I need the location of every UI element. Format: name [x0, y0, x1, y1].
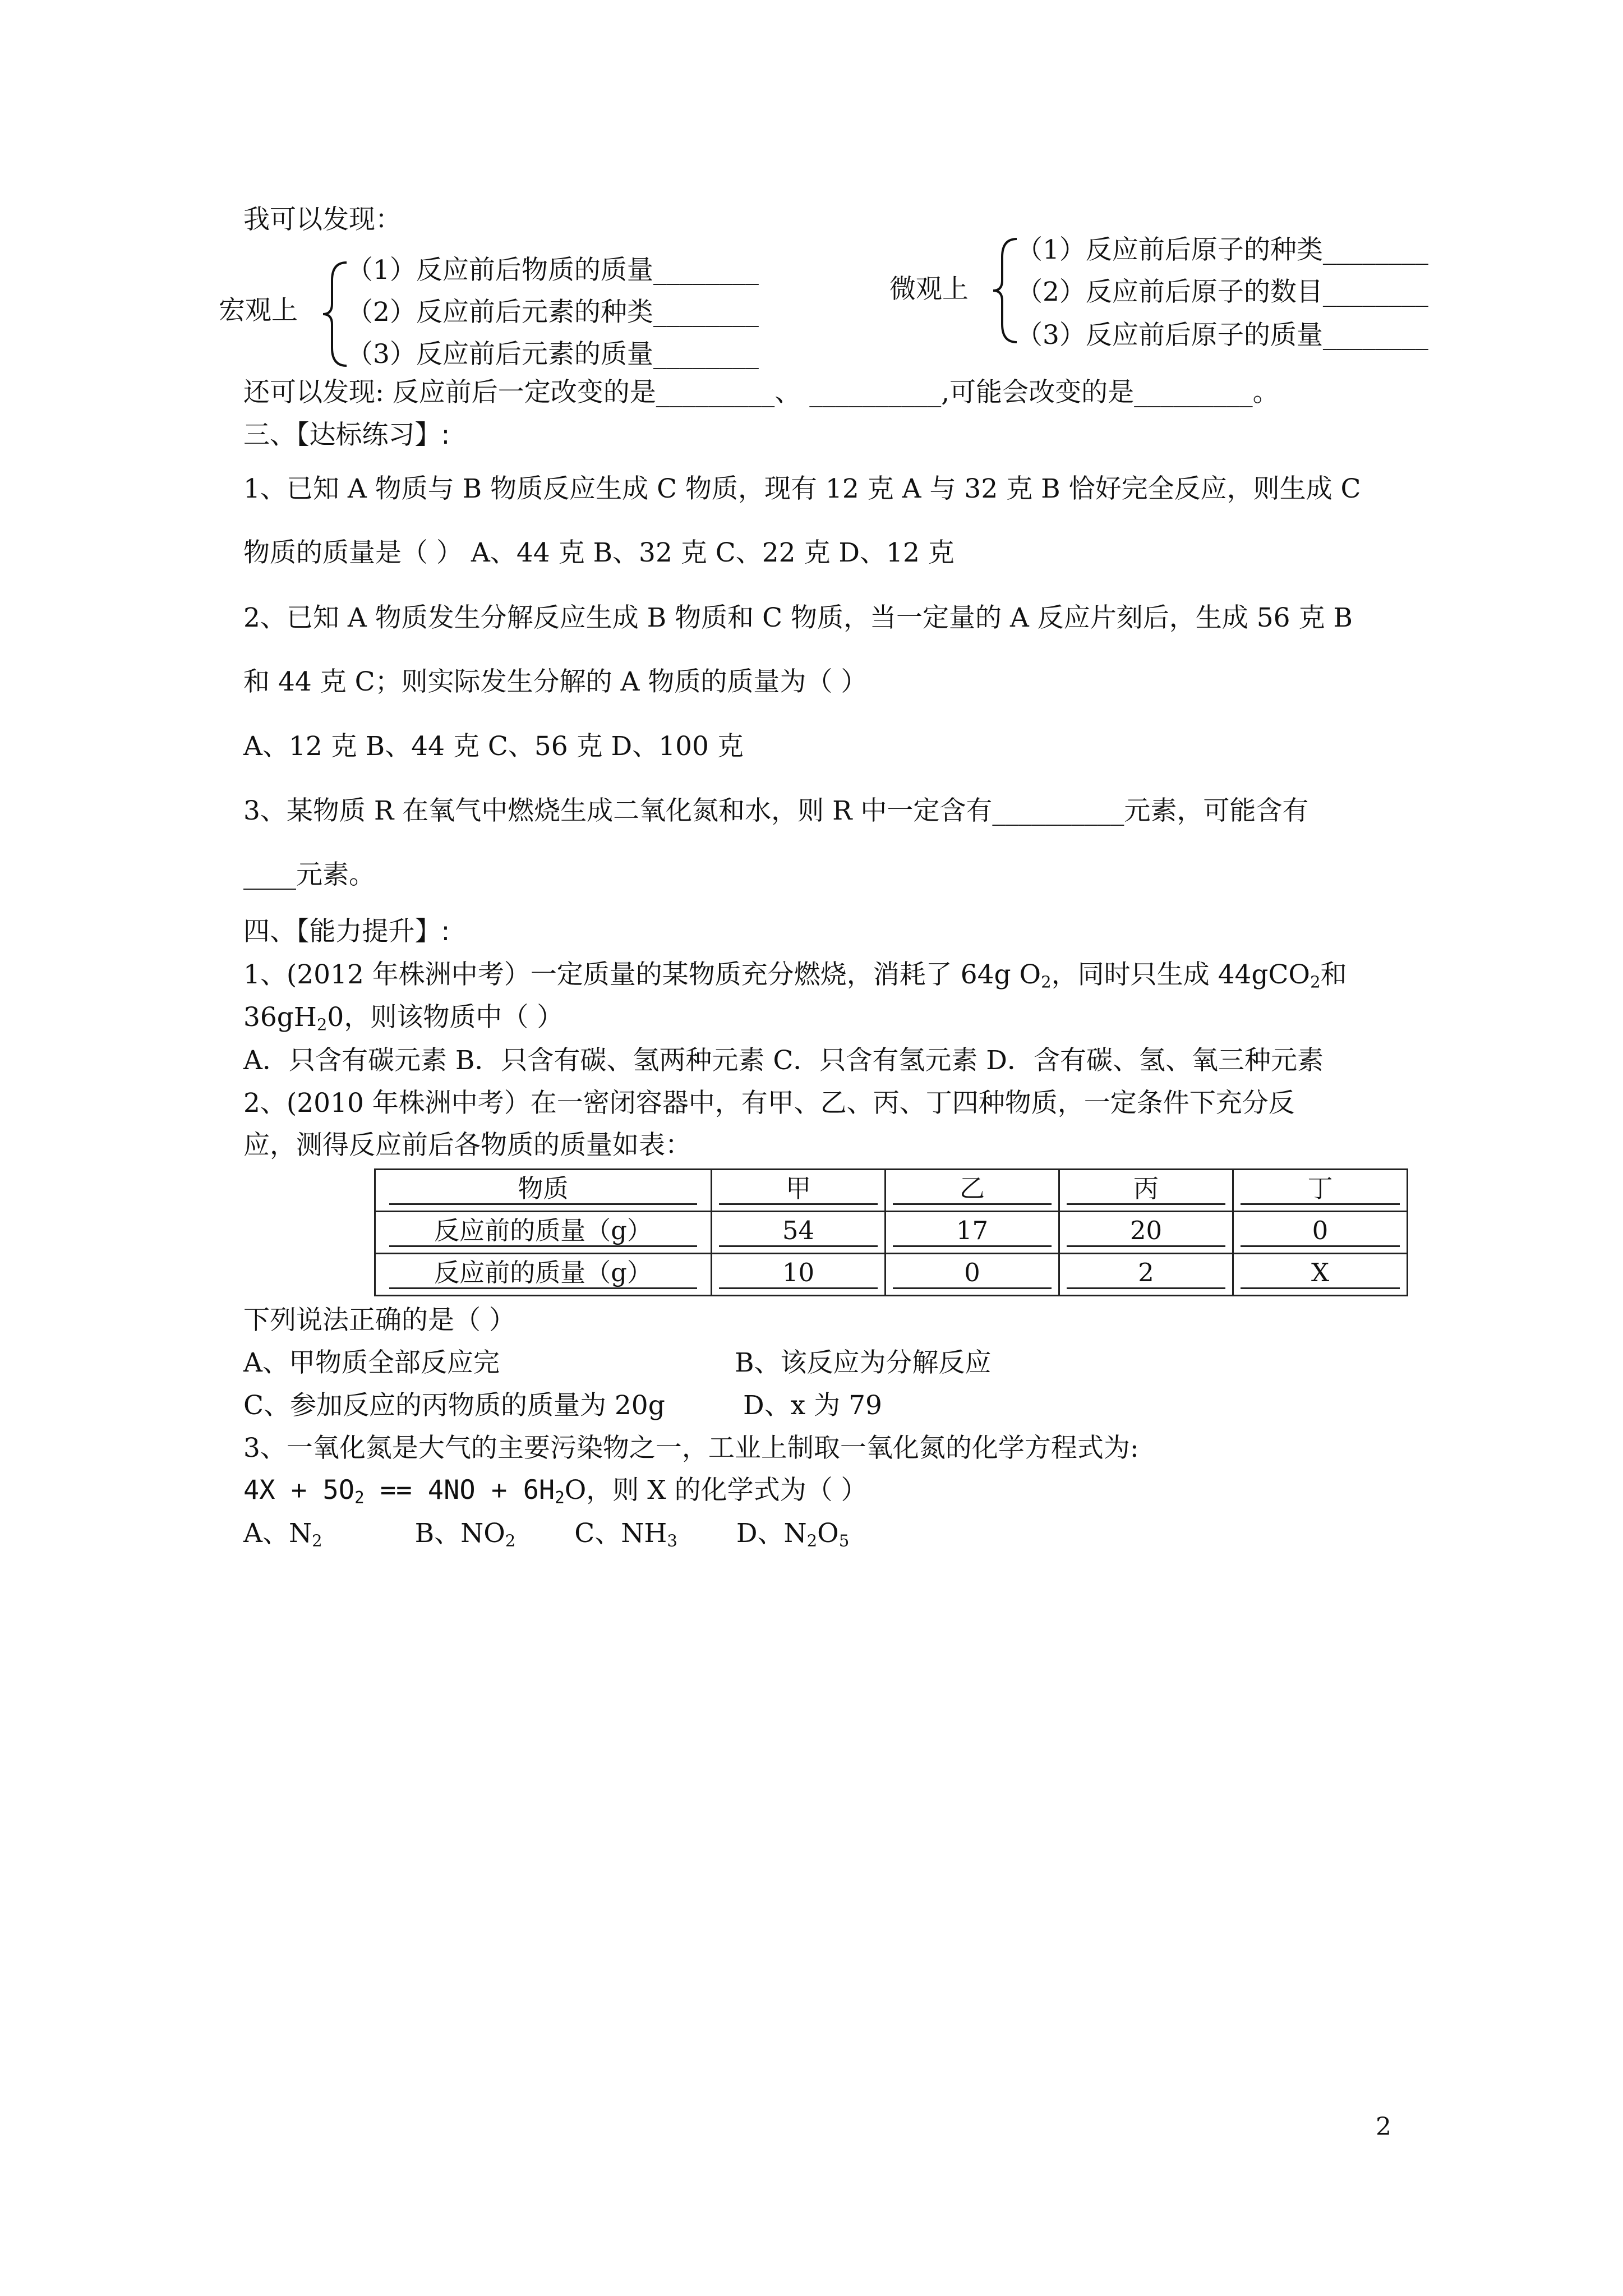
option-b: B、$NO_2$	[414, 1518, 516, 1550]
table-cell: 0	[886, 1254, 1059, 1296]
page-number: 2	[1376, 2113, 1391, 2141]
option-d: D、$N_2O_5$	[736, 1518, 850, 1550]
table-header-cell: 甲	[712, 1170, 886, 1212]
macro-label: 宏观上	[219, 295, 298, 326]
s3-q1-line2: 物质的质量是（ ） A、44 克 B、32 克 C、22 克 D、12 克	[243, 537, 955, 568]
table-row	[375, 1254, 1408, 1296]
s4-q2-option-b: B、该反应为分解反应	[735, 1347, 992, 1378]
option-a: A、$N_2$	[243, 1518, 322, 1550]
s3-q2-line2: 和 44 克 C；则实际发生分解的 A 物质的质量为（ ）	[243, 666, 868, 697]
mass-table	[374, 1168, 1408, 1296]
s4-q2-line2: 应，测得反应前后各物质的质量如表：	[243, 1130, 691, 1161]
table-cell: 反应前的质量（g）	[375, 1254, 712, 1296]
section4-title: 四、【能力提升】:	[243, 916, 450, 947]
table-header-cell: 乙	[886, 1170, 1059, 1212]
s4-q2-option-c: C、参加反应的丙物质的质量为 20g	[243, 1390, 665, 1421]
s3-q3-line2: ____元素。	[243, 859, 375, 890]
micro-item-1: （1）反应前后原子的种类________	[1016, 234, 1428, 265]
s4-q3-options	[243, 1518, 850, 1550]
micro-label: 微观上	[889, 274, 969, 305]
table-header-row	[375, 1170, 1408, 1212]
s3-q1-line1: 1、已知 A 物质与 B 物质反应生成 C 物质，现有 12 克 A 与 32 克 B 恰好完全反应，则生成 C	[243, 473, 1361, 504]
table-cell: 54	[712, 1212, 886, 1254]
table-cell: 0	[1233, 1212, 1408, 1254]
table-row	[375, 1212, 1408, 1254]
micro-item-3: （3）反应前后原子的质量________	[1016, 320, 1428, 351]
discover-intro: 我可以发现：	[243, 204, 402, 235]
also-discover: 还可以发现: 反应前后一定改变的是_________、 __________,可能会改变的是_________。	[243, 377, 1279, 408]
s3-q2-line1: 2、已知 A 物质发生分解反应生成 B 物质和 C 物质，当一定量的 A 反应片刻后，生成 56 克 B	[243, 602, 1353, 633]
table-header-cell: 丁	[1233, 1170, 1408, 1212]
s4-q1-line1: 1、(2012 年株洲中考）一定质量的某物质充分燃烧，消耗了 64g $O_2$，同时只生成 44gCO$_2$和	[243, 959, 1347, 992]
table-header-cell: 物质	[375, 1170, 712, 1212]
s4-q2-line1: 2、(2010 年株洲中考）在一密闭容器中，有甲、乙、丙、丁四种物质，一定条件下充分反	[243, 1088, 1295, 1119]
option-c: C、$NH_3$	[574, 1518, 677, 1550]
table-cell: 2	[1059, 1254, 1233, 1296]
s4-q2-prompt: 下列说法正确的是（ ）	[243, 1305, 515, 1336]
s4-q3-equation: $4X + 5O_2 == 4NO + 6H_2O$，则 X 的化学式为（ ）	[243, 1475, 868, 1507]
s4-q2-option-a: A、甲物质全部反应完	[243, 1347, 500, 1378]
micro-item-2: （2）反应前后原子的数目________	[1016, 277, 1428, 307]
s4-q1-line2: $36gH_20$，则该物质中（ ）	[243, 1002, 564, 1034]
table-cell: 反应前的质量（g）	[375, 1212, 712, 1254]
table-cell: 20	[1059, 1212, 1233, 1254]
s4-q1-options: A．只含有碳元素 B．只含有碳、氢两种元素 C．只含有氢元素 D．含有碳、氢、氧三种元素	[243, 1045, 1324, 1076]
s3-q3-line1: 3、某物质 R 在氧气中燃烧生成二氧化氮和水，则 R 中一定含有__________元素，可能含有	[243, 795, 1309, 826]
s3-q2-options: A、12 克 B、44 克 C、56 克 D、100 克	[243, 731, 744, 762]
macro-item-2: （2）反应前后元素的种类________	[347, 297, 759, 328]
table-cell: 17	[886, 1212, 1059, 1254]
table-header-cell: 丙	[1059, 1170, 1233, 1212]
macro-item-1: （1）反应前后物质的质量________	[347, 255, 759, 286]
table-cell: 10	[712, 1254, 886, 1296]
section3-title: 三、【达标练习】:	[243, 420, 450, 450]
s4-q2-option-d: D、x 为 79	[743, 1390, 882, 1421]
macro-item-3: （3）反应前后元素的质量________	[347, 339, 759, 370]
table-cell: X	[1233, 1254, 1408, 1296]
s4-q3-line1: 3、一氧化氮是大气的主要污染物之一，工业上制取一氧化氮的化学方程式为:	[243, 1433, 1139, 1464]
